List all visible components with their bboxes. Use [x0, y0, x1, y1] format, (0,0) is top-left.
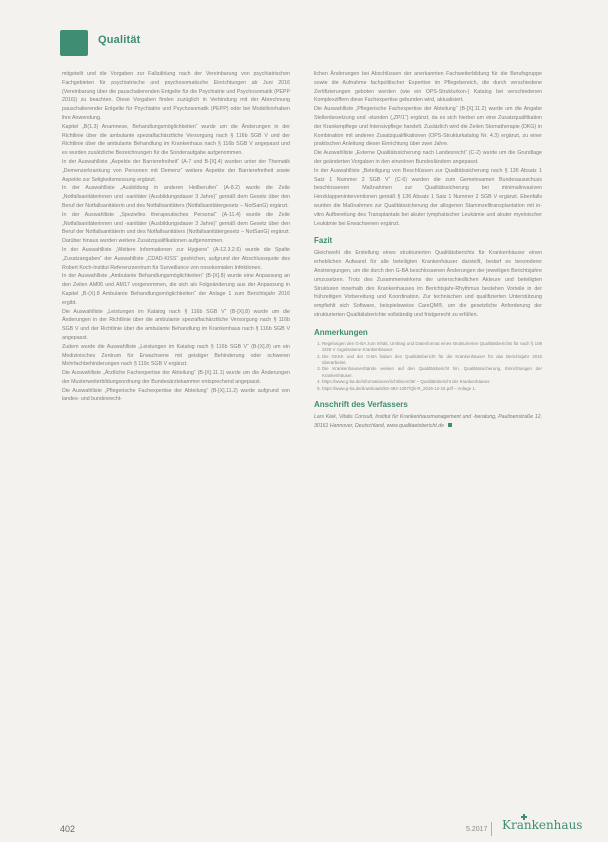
- issue-number: 5.2017: [466, 826, 488, 833]
- page-number: 402: [60, 824, 76, 834]
- page-footer: [0, 810, 608, 840]
- fazit-text: Gleichwohl die Erstellung eines strukturierten Qualitätsberichts für Krankenhäuser einen erheblichen Aufwand für alle beteiligten Krankenhäuser darstellt, bedarf es besonderer Anstrengungen, um die durch den G-BA beschlossenen Änderungen der jeweiligen Berichtsjahre umzusetzen. Trotz des Zusammenwirkens der unterschiedlichen Akteure und beteiligten Strukturen innerhalb des Krankenhauses im Berichtsjahr-Rhythmus bestehen Vorteile in der frühzeitigen Vorbereitung und Koordination. Zur technischen und qualifizierten Unterstützung empfiehlt sich Software, beispielsweise CareQM®, um die gesetzliche Anforderung der strukturierten Qualitätsberichte vollständig und fristgerecht zu erfüllen.: [314, 250, 542, 318]
- paragraph: In der Auswahlliste „Beteiligung von Beschlüssen zur Qualitätssicherung nach § 136 Absatz 1 Satz 1 Nummer 2 SGB V“ (C-6) wurden die zum Gemeinsamen Bundesausschuss beschlossenen Maßnahmen zur Qualitätssicherung bei minimalinvasiven Herzklappeninterventionen gemäß § 136 Absatz 1 Satz 1 Nummer 2 SGB V ergänzt. Ebenfalls wurden die Maßnahmen zur Qualitätssicherung der allogenen Stammzelltransplantation mit in-vitro Aufbereitung des Transplantats bei akuter lymphatischer Leukämie und akuter myeloischer Leukämie bei Erwachsenen ergänzt.: [314, 167, 542, 227]
- paragraph: Kapitel „B(1.3) Anamnese, Behandlungsmöglichkeiten“ wurde um die Änderungen in der Richtlinie über die ambulante spezialfachärztliche Versorgung nach § 116b SGB V und der Richtlinie über die ambulante Behandlung im Krankenhaus nach § 116b SGB V angepasst und es wurden zusätzliche Bezeichnungen für die Sonderaufgabe aufgenommen.: [62, 123, 290, 157]
- author-text: Lars Kiek, Vitalis Consult, Institut für Krankenhausmanagement und -beratung, Paulinenstraße 12, 30161 Hannover, Deutschland, www.qualitaetsbericht.de: [314, 413, 542, 429]
- note-item: 5. https://www.g-ba.de/downloads/62-492-1297/Qb-R_2016-12-15.pdf – Anlage 1.: [322, 386, 542, 392]
- publication-brand: Krankenhaus: [502, 818, 583, 832]
- author-address: [314, 413, 542, 430]
- end-mark-icon: [448, 423, 452, 427]
- note-item: 1. Regelungen des G-BA zum Inhalt, Umfang und Datenformat eines strukturierten Qualitätsberichts für nach § 108 SGB V zugelassene Krankenhäuser.: [322, 341, 542, 354]
- note-item: 2. Die GKKK und der G-BA haben den Qualitätsbericht für die Krankenhäuser für das Berichtsjahr 2016 überarbeitet.: [322, 354, 542, 367]
- paragraph: Die Auswahlliste „Ärztliche Fachexpertise der Abteilung“ (B-[X].11.1) wurde um die Änderungen der Musterweiterbildungsordnung der Bundesärztekammer entsprechend angepasst.: [62, 370, 290, 385]
- paragraph: Die Auswahlliste „Leistungen im Katalog nach § 116b SGB V“ (B-[X].8) wurde um die Änderungen in der Richtlinie über die ambulante spezialfachärztliche Versorgung nach § 116b SGB V und der Richtlinie über die ambulante Behandlung im Krankenhaus nach § 116b SGB V angepasst.: [62, 308, 290, 341]
- paragraph: lichen Änderungen bei Abschlüssen der anerkannten Fachweiterbildung für die Berufsgruppe sowie die Aufnahme fachpolitischer Expertise im Pflegebereich, die durch verschiedene Zertifizierungen geboten werden (wie ein OPS-Strukturkon-) Katalog bei verschiedenen Komplexziffern diese Fachexpertise gebunden wird, aktualisiert.: [314, 71, 542, 104]
- notes-list: [314, 341, 542, 392]
- right-column: [314, 70, 542, 800]
- paragraph: mitgeteilt und die Vorgaben zur Fallzählung nach der Vereinbarung von psychiatrischen Fachgebieten für psychiatrische und psychosomatische Einrichtungen ab Juni 2016 (Vereinbarung über die pauschalierenden Entgelte für die Psychiatrie und Psychosomatik (PEPP 2016)) zu beachten. Diese Vorgaben finden zuzüglich in Verbindung mit der Abrechnung pauschalierender Entgelte für Psychiatrie und Psychosomatik (PEPP) oder bei Modellvorhaben ihre Anwendung.: [62, 71, 290, 121]
- paragraph: Die Auswahlliste „Pflegerische Fachexpertise der Abteilung“ (B-[X].11.2) wurde um die Angabe Stellenbesetzung und -stunden („ZP/1“) ergänzt, da es sich hierbei um eine Zusatzqualifikation der Krankenpflege und Intensivpflege handelt. Zusätzlich wird die Zeilen Stomatherapie (DKG) in Kombination mit anderen Zusatzqualifikationen (OPS-Strukturkatalog Nr. 4.3) ergänzt, zu einer praktischen Anleitung dieser Einrichtung über zwei Jahre.: [314, 106, 542, 148]
- paragraph: Die Auswahlliste „Externe Qualitätssicherung nach Landesrecht“ (C-2) wurde um die Grundlage der geänderten Vorgaben in den einzelnen Bundesländern angepasst.: [314, 150, 542, 165]
- left-column: [62, 70, 290, 798]
- paragraph: Zudem wurde die Auswahlliste „Leistungen im Katalog nach § 116b SGB V“ (B-[X].8) um ein Medizinisches Zentrum für Erwachsene mit geistiger Behinderung oder schweren Mehrfachbehinderungen nach § 119c SGB V ergänzt.: [62, 343, 290, 368]
- note-item: 3. Die Krankenhausverbände weisen auf den Qualitätsbericht hin. Qualitätssicherung, Einrichtungen der Krankenhäuser.: [322, 366, 542, 379]
- notes-heading: Anmerkungen: [314, 327, 368, 337]
- footer-divider: [491, 822, 492, 836]
- section-title: Qualität: [98, 34, 141, 46]
- section-color-marker: [60, 30, 88, 56]
- page-header: [0, 0, 608, 80]
- author-heading: Anschrift des Verfassers: [314, 399, 408, 409]
- paragraph: In der Auswahlliste „Ausbildung in anderen Heilberufen“ (A-8.2) wurde die Zeile „Notfallsanitäterinnen und -sanitäter (Ausbildungsdauer 3 Jahre)“ gemäß dem Gesetz über den Beruf der Notfallsanitäterin und des Notfallsanitäters (Notfallsanitätergesetz – NotSanG) ergänzt.: [62, 185, 290, 209]
- paragraph: In der Auswahlliste „Weitere Informationen zur Hygiene“ (A-12.3.2.6) wurde die Spalte „Zusatzangaben“ der Auswahlliste „CDAD-KISS“ gestrichen, aufgrund der Abschlussquote des Robert Koch-Institut Referenzzentrum für Surveillance von nosokomialen Infektionen.: [62, 246, 290, 271]
- paragraph: Die Auswahlliste „Pflegerische Fachexpertise der Abteilung“ (B-[X].11.2) wurde aufgrund von landes- und bundesrecht-: [62, 387, 290, 403]
- paragraph: In der Auswahlliste „Spezielles therapeutisches Personal“ (A-11.4) wurde die Zeile „Notfallsanitäterinnen und -sanitäter (Ausbildungsdauer 3 Jahre)“ gemäß dem Gesetz über den Beruf der Notfallsanitäterin und des Notfallsanitäters (Notfallsanitätergesetz – NotSanG) ergänzt. Darüber hinaus wurden weitere Zusatzqualifikationen aufgenommen.: [62, 211, 290, 245]
- paragraph: In der Auswahlliste „Ambulante Behandlungsmöglichkeiten“ (B-[X].8) wurde eine Anpassung an den Zeilen AM06 und AM17 vorgenommen, die sich als Folgeänderung aus der Anpassung in Kapitel „B-(X).8 Ambulante Behandlungsmöglichkeiten“ der Anlage 1 zum Berichtsjahr 2016 ergibt.: [62, 273, 290, 306]
- note-item: 4. https://www.g-ba.de/informationen/richtlinien/39/ – Qualitätsbericht der Krankenhäuser.: [322, 379, 542, 385]
- fazit-heading: Fazit: [314, 236, 333, 246]
- paragraph: In der Auswahlliste „Aspekte der Barrierefreiheit“ (A-7 und B-[X].4) wurden unter der Thematik „Demenzerkrankung von Personen mit Demenz“ weitere Aspekte der Barrierefreiheit sowie Aspekte zur Seligkeitsmessung ergänzt.: [62, 158, 290, 183]
